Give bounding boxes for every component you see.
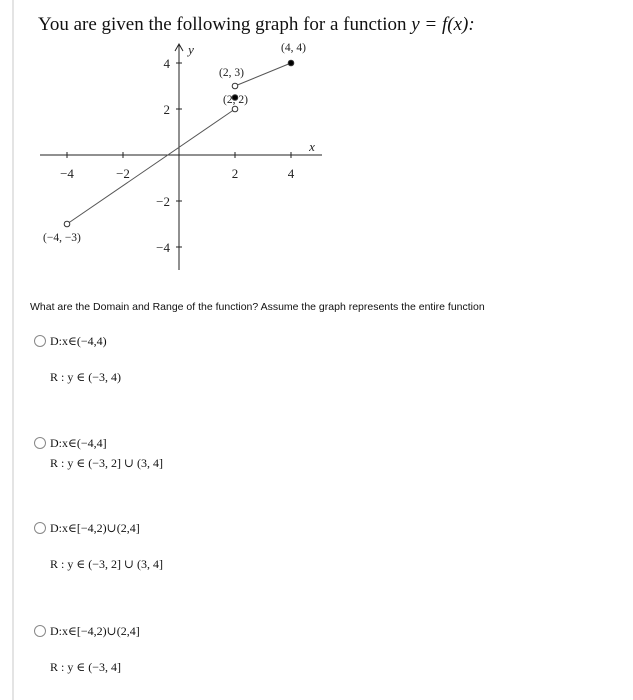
- question-prompt: What are the Domain and Range of the function? Assume the graph represents the entire function: [30, 301, 485, 313]
- option-1-domain: D:x∈(−4,4): [50, 334, 107, 348]
- y-axis-label: y: [188, 42, 194, 57]
- option-3-range: R : y ∈ (−3, 2] ∪ (3, 4]: [50, 557, 164, 571]
- option-2-radio[interactable]: [34, 437, 46, 449]
- point-label: (4, 4): [281, 42, 306, 54]
- point-label: (−4, −3): [43, 232, 81, 244]
- y-tick-label: 4: [163, 56, 170, 71]
- point-label: (2, 3): [219, 67, 244, 79]
- open-point: [232, 106, 238, 112]
- y-tick-label: 2: [163, 102, 170, 117]
- option-2-range: R : y ∈ (−3, 2] ∪ (3, 4]: [50, 456, 164, 470]
- x-tick-label: 2: [231, 166, 239, 181]
- option-2-domain: D:x∈(−4,4]: [50, 436, 107, 450]
- option-4-domain: D:x∈[−4,2)∪(2,4]: [50, 624, 140, 638]
- x-tick-label: 4: [287, 166, 295, 181]
- title-text: You are given the following graph for a function: [38, 14, 412, 35]
- point-label: (2, 2): [223, 94, 248, 106]
- x-axis-label: x: [309, 139, 315, 154]
- function-graph: [0, 0, 633, 300]
- x-tick-label: −4: [60, 166, 74, 181]
- open-point: [64, 221, 70, 227]
- option-3-domain: D:x∈[−4,2)∪(2,4]: [50, 521, 140, 535]
- option-1-radio[interactable]: [34, 335, 46, 347]
- option-3-radio[interactable]: [34, 522, 46, 534]
- option-4-range: R : y ∈ (−3, 4]: [50, 660, 121, 674]
- title-math: y = f(x):: [411, 14, 475, 35]
- x-tick-label: −2: [116, 166, 130, 181]
- closed-point: [288, 60, 294, 66]
- option-1-range: R : y ∈ (−3, 4): [50, 370, 121, 384]
- graph-segment: [67, 109, 235, 224]
- y-tick-label: −4: [156, 240, 170, 255]
- axes: [40, 44, 322, 270]
- open-point: [232, 83, 238, 89]
- y-tick-label: −2: [156, 194, 170, 209]
- option-4-radio[interactable]: [34, 625, 46, 637]
